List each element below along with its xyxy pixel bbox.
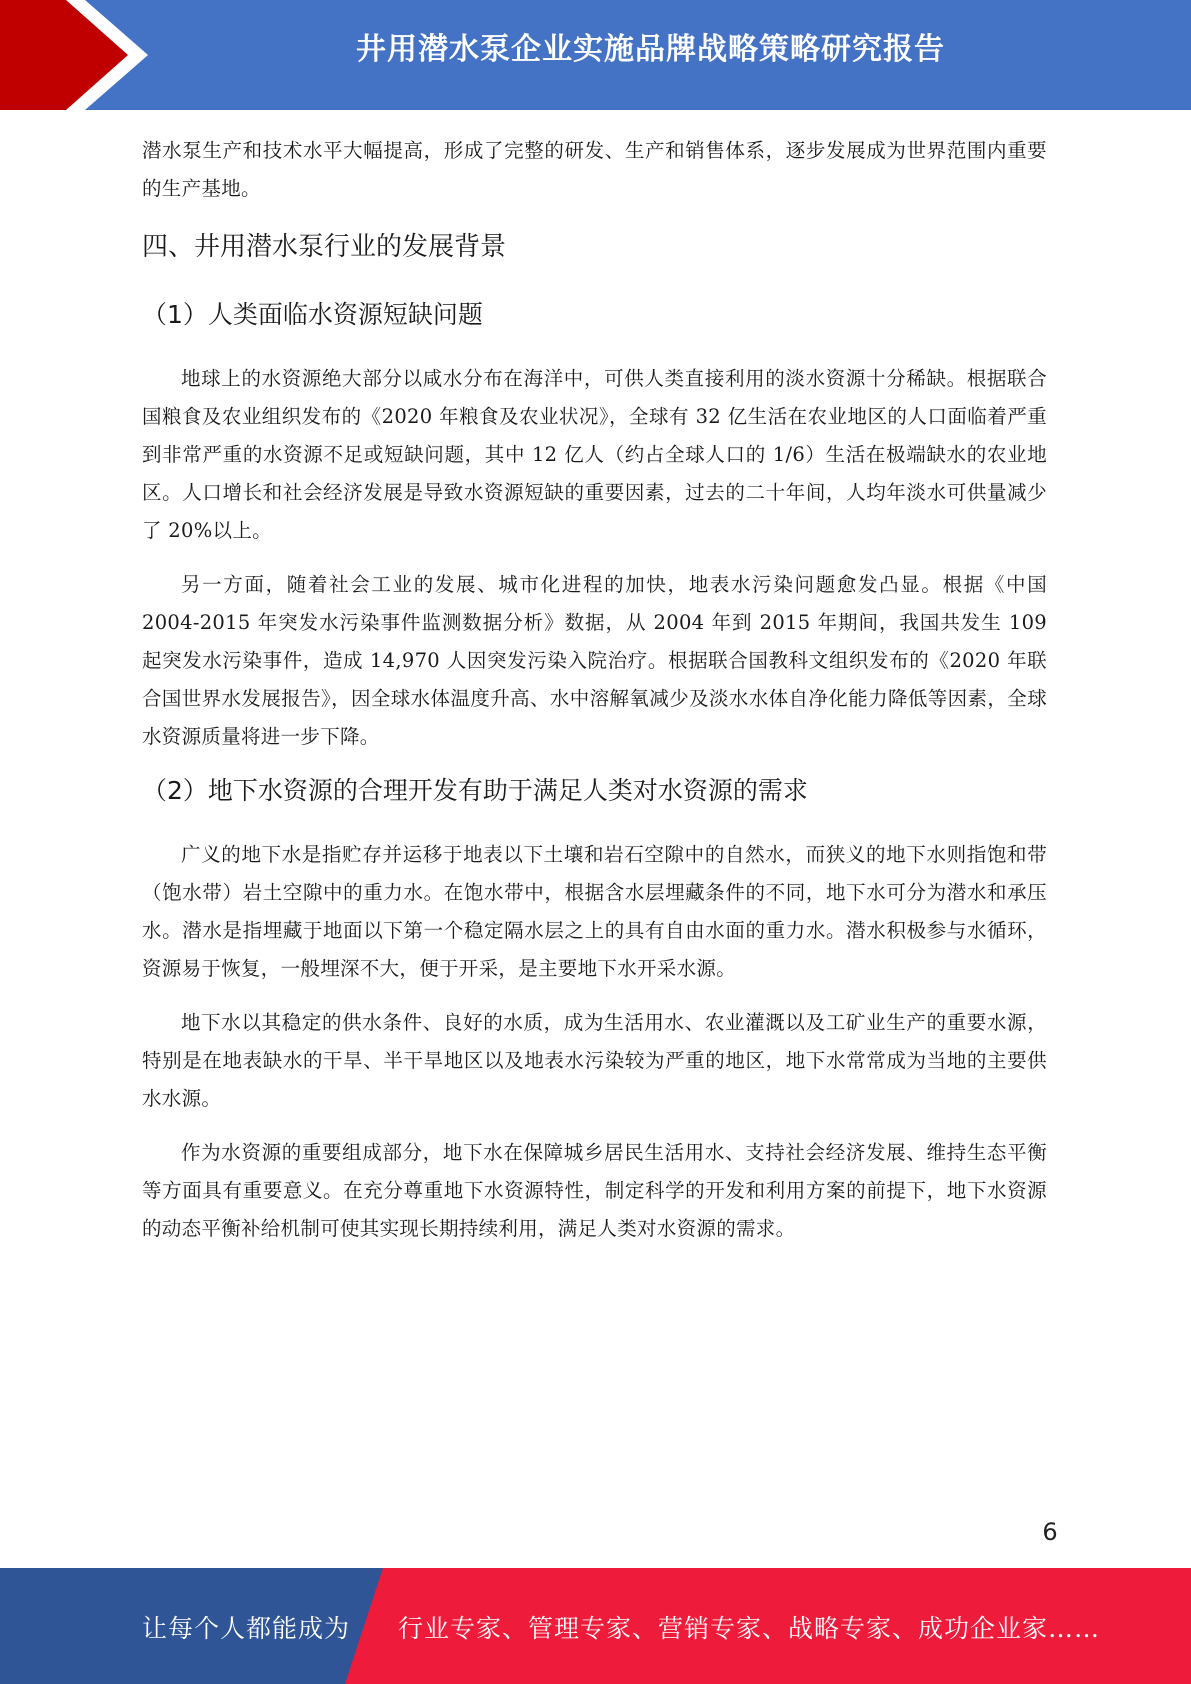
subsection-2-heading: （2）地下水资源的合理开发有助于满足人类对水资源的需求 [142,776,808,805]
footer-slogan-left: 让每个人都能成为 [142,1614,351,1643]
page-header [0,0,1191,110]
report-title: 井用潜水泵企业实施品牌战略策略研究报告 [356,32,945,67]
page-footer [0,1568,1191,1684]
subsection-1-paragraph-2: 另一方面，随着社会工业的发展、城市化进程的加快，地表水污染问题愈发凸显。根据《中国 2004-2015 年突发水污染事件监测数据分析》数据，从 2004 年到 2015 年期间，我国共发生 109 起突发水污染事件，造成 14,970 人因突发污染入院治疗。根据联合国教科文组织发布的《2020 年联合国世界水发展报告》，因全球水体温度升高、水中溶解氧减少及淡水水体自净化能力降低等因素，全球水资源质量将进一步下降。 [142,573,1047,748]
subsection-1-paragraph-1: 地球上的水资源绝大部分以咸水分布在海洋中，可供人类直接利用的淡水资源十分稀缺。根据联合国粮食及农业组织发布的《2020 年粮食及农业状况》，全球有 32 亿生活在农业地区的人口面临着严重到非常严重的水资源不足或短缺问题，其中 12 亿人（约占全球人口的 1/6）生活在极端缺水的农业地区。人口增长和社会经济发展是导致水资源短缺的重要因素，过去的二十年间，人均年淡水可供量减少了 20%以上。 [142,367,1047,542]
subsection-2-paragraph-1: 广义的地下水是指贮存并运移于地表以下土壤和岩石空隙中的自然水，而狭义的地下水则指饱和带（饱水带）岩土空隙中的重力水。在饱水带中，根据含水层埋藏条件的不同，地下水可分为潜水和承压水。潜水是指埋藏于地面以下第一个稳定隔水层之上的具有自由水面的重力水。潜水积极参与水循环，资源易于恢复，一般埋深不大，便于开采，是主要地下水开采水源。 [142,843,1047,980]
subsection-1-heading: （1）人类面临水资源短缺问题 [142,300,483,329]
footer-slogan-right: 行业专家、管理专家、营销专家、战略专家、成功企业家…… [398,1614,1101,1643]
continuation-paragraph: 潜水泵生产和技术水平大幅提高，形成了完整的研发、生产和销售体系，逐步发展成为世界范围内重要的生产基地。 [142,139,1047,200]
main-content [142,132,1047,1248]
subsection-2-paragraph-2: 地下水以其稳定的供水条件、良好的水质，成为生活用水、农业灌溉以及工矿业生产的重要水源，特别是在地表缺水的干旱、半干旱地区以及地表水污染较为严重的地区，地下水常常成为当地的主要供水水源。 [142,1011,1047,1110]
page-number: 6 [1042,1518,1058,1546]
subsection-2-paragraph-3: 作为水资源的重要组成部分，地下水在保障城乡居民生活用水、支持社会经济发展、维持生态平衡等方面具有重要意义。在充分尊重地下水资源特性，制定科学的开发和利用方案的前提下，地下水资源的动态平衡补给机制可使其实现长期持续利用，满足人类对水资源的需求。 [142,1141,1047,1240]
section-4-heading: 四、井用潜水泵行业的发展背景 [142,232,507,262]
